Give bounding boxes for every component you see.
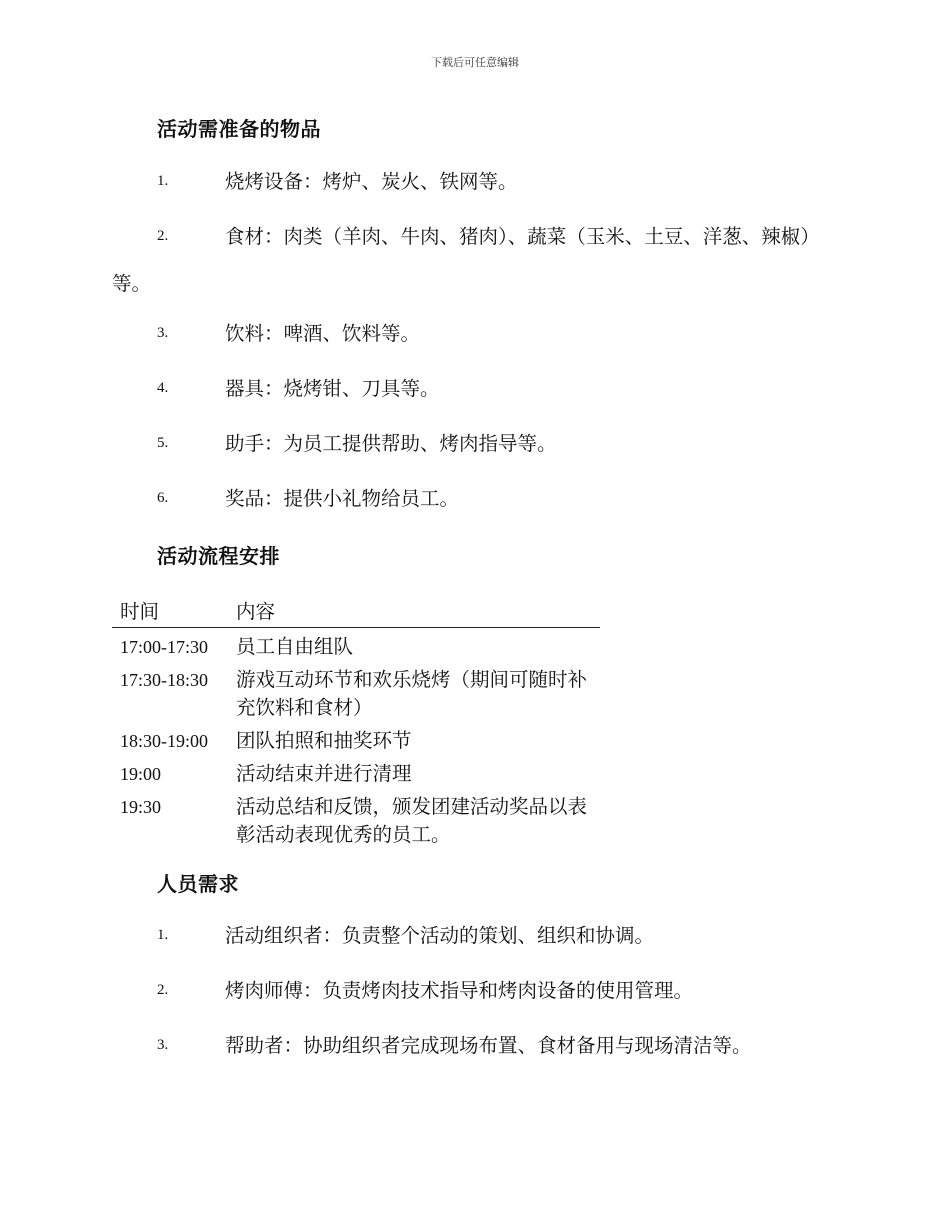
- list-item-number: 1.: [157, 927, 169, 943]
- list-item: [112, 1022, 827, 1069]
- list-item-number: 3.: [157, 1037, 169, 1053]
- list-item-text: 器具：烧烤钳、刀具等。: [225, 377, 440, 400]
- table-cell-content: 活动总结和反馈，颁发团建活动奖品以表彰活动表现优秀的员工。: [236, 795, 588, 846]
- list-item: [112, 213, 827, 307]
- list-item-text: 烧烤设备：烤炉、炭火、铁网等。: [225, 170, 518, 193]
- list-item: [112, 420, 827, 467]
- table-cell-content: 团队拍照和抽奖环节: [236, 729, 412, 752]
- table-cell-time: 19:30: [120, 797, 162, 817]
- table-cell-content: 员工自由组队: [236, 635, 354, 658]
- table-row: [112, 788, 600, 849]
- table-header-content: 内容: [228, 592, 600, 628]
- schedule-table: [112, 592, 600, 849]
- table-cell-content: 活动结束并进行清理: [236, 762, 412, 785]
- list-item-text: 食材：肉类（羊肉、牛肉、猪肉）、蔬菜（玉米、土豆、洋葱、辣椒）等。: [112, 225, 820, 295]
- list-item-text: 助手：为员工提供帮助、烤肉指导等。: [225, 432, 557, 455]
- list-item: [112, 310, 827, 357]
- table-cell-time: 19:00: [120, 764, 162, 784]
- table-cell-time: 18:30-19:00: [120, 731, 208, 751]
- list-item-number: 6.: [157, 490, 169, 506]
- list-item: [112, 365, 827, 412]
- table-header-time: 时间: [112, 592, 228, 628]
- list-item-text: 活动组织者：负责整个活动的策划、组织和协调。: [225, 924, 655, 947]
- list-item-text: 帮助者：协助组织者完成现场布置、食材备用与现场清洁等。: [225, 1034, 752, 1057]
- list-item-number: 2.: [157, 228, 169, 244]
- list-item: [112, 912, 827, 959]
- list-item-text: 烤肉师傅：负责烤肉技术指导和烤肉设备的使用管理。: [225, 979, 694, 1002]
- list-item: [112, 158, 827, 205]
- list-item-text: 奖品：提供小礼物给员工。: [225, 487, 460, 510]
- list-item-text: 饮料：啤酒、饮料等。: [225, 322, 421, 345]
- table-cell-time: 17:30-18:30: [120, 670, 208, 690]
- table-cell-time: 17:00-17:30: [120, 637, 208, 657]
- list-item-number: 3.: [157, 325, 169, 341]
- header-note: 下载后可任意编辑: [431, 56, 519, 69]
- section-heading-staffing: 人员需求: [157, 872, 239, 896]
- table-cell-content: 游戏互动环节和欢乐烧烤（期间可随时补充饮料和食材）: [236, 668, 588, 719]
- table-row: [112, 755, 600, 788]
- section-heading-schedule: 活动流程安排: [157, 544, 280, 568]
- list-item-number: 4.: [157, 380, 169, 396]
- list-item: [112, 967, 827, 1014]
- section-heading-supplies: 活动需准备的物品: [157, 117, 321, 141]
- table-row: [112, 628, 600, 662]
- list-item: [112, 475, 827, 522]
- table-header-row: [112, 592, 600, 628]
- list-item-number: 1.: [157, 173, 169, 189]
- table-row: [112, 661, 600, 722]
- list-item-number: 5.: [157, 435, 169, 451]
- table-row: [112, 722, 600, 755]
- list-item-number: 2.: [157, 982, 169, 998]
